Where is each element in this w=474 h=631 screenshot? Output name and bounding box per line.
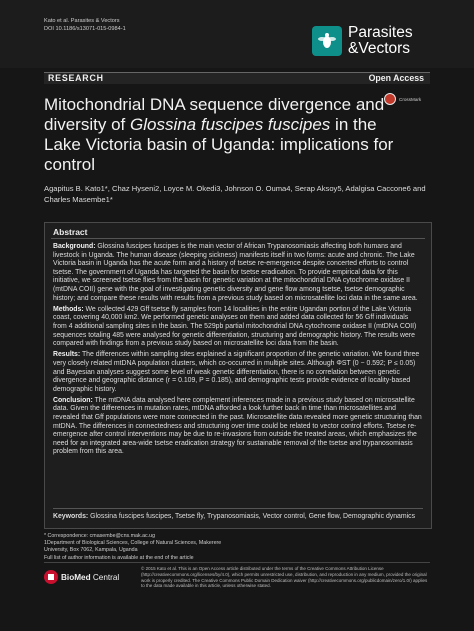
journal-logo[interactable] bbox=[312, 22, 470, 62]
methods-text: We collected 429 Gff tsetse fly samples from 14 localities in the entire Ugandan portion of the Lake Victoria coast, covering 40,000 km2. We performed genetic analyses on them and added data collected for 56 Gff individuals from 4 additional sampling sites in the basin. The 529pb partial mitochondrial DNA cytochrome oxidase II (mtDNA COII) sequences totaling 485 were analysed for genetic differentiation, structuring and demographic history. The results were compared with findings from a previous study based on microsatellite loci data from the basin. bbox=[53, 305, 417, 348]
author-info-note: Full list of author information is available at the end of the article bbox=[44, 554, 194, 561]
affiliation-line1: 1Department of Biological Sciences, College of Natural Sciences, Makerere bbox=[44, 540, 222, 547]
abstract-heading: Abstract bbox=[53, 227, 88, 237]
article-header bbox=[0, 0, 474, 68]
results-label: Results: bbox=[53, 351, 81, 359]
abstract-divider bbox=[51, 238, 425, 239]
page-footer bbox=[44, 562, 430, 595]
correspondence-block bbox=[44, 533, 222, 562]
keywords-label: Keywords: bbox=[53, 513, 89, 520]
journal-logo-icon bbox=[312, 26, 342, 56]
title-part2: in the Lake Victoria basin of Uganda: implications for control bbox=[44, 115, 394, 174]
citation-journal: Kato et al. Parasites & Vectors bbox=[44, 18, 120, 24]
title-species: Glossina fuscipes fuscipes bbox=[129, 115, 331, 134]
journal-name-line1: Parasites bbox=[348, 24, 413, 41]
citation-doi[interactable]: DOI 10.1186/s13071-015-0984-1 bbox=[44, 25, 126, 32]
crossmark-label: CrossMark bbox=[399, 96, 422, 102]
journal-name-line2: &Vectors bbox=[348, 40, 411, 57]
methods-label: Methods: bbox=[53, 305, 84, 313]
title-part1: Mitochondrial DNA sequence divergence and diversity of bbox=[44, 95, 385, 134]
results-text: The differences within sampling sites explained a significant proportion of the genetic variation. We found three very closely related mtDNA population clusters, which co-occurred in multiple sites. Although ΦST (0 − 0.592; P ≤ 0.05) and Bayesian analyses suggest some level of weak genetic differentiation, there is no correlation between genetic divergence and geographic distance (r = 0.109, P = 0.185), and demographic tests provide evidence of locality-based demographic history. bbox=[53, 351, 420, 393]
abstract-box bbox=[44, 222, 432, 529]
conclusion-text: The mtDNA data analysed here complement inferences made in a previous study based on microsatellite data. Given the differences in mutation rates, mtDNA afforded a look further back in time than microsatellites and revealed that Gff populations were more connected in the past. Microsatellite data revealed more genetic structuring than mtDNA. The differences in connectedness and structuring over time could be related to vector control efforts. Tsetse re-emergence after control interventions may be due to re-invasions from outside the treated areas, which emphasizes the need for an integrated area-wide tsetse eradication strategy for sustainable removal of the tsetse and trypanosomiasis problem from this area. bbox=[53, 396, 422, 456]
keywords-text: Glossina fuscipes fuscipes, Tsetse fly, Trypanosomiasis, Vector control, Gene flow, Demographic dynamics bbox=[88, 513, 416, 520]
background-text: Glossina fuscipes fuscipes is the main vector of African Trypanosomiasis affecting both humans and livestock in Uganda. The human disease (sleeping sickness) manifests itself in two forms: acute and chronic. The Lake Victoria basin in Uganda has the acute form and a history of tsetse re-emergence despite concerted efforts to control tsetse. The government of Uganda has targeted the basin for tsetse eradication. To provide empirical data for this initiative, we screened tsetse flies from the basin for genetic variation at the mitochondrial DNA cytochrome oxidase II (mtDNA COII) gene with the goal of investigating genetic diversity and gene flow among tsetse, tsetse demographic history; and compare these results with results from a previous study based on microsatellite loci data in the same area. bbox=[53, 243, 418, 302]
publisher-name bbox=[61, 573, 119, 582]
conclusion-label: Conclusion: bbox=[53, 396, 93, 404]
background-label: Background: bbox=[53, 243, 96, 250]
abstract-conclusion bbox=[53, 397, 423, 457]
article-title bbox=[44, 95, 394, 175]
keywords bbox=[53, 508, 423, 520]
correspondence-email[interactable]: * Correspondence: cmasembe@cns.mak.ac.ug bbox=[44, 533, 156, 539]
abstract-body bbox=[53, 243, 423, 460]
affiliation-line2: University, Box 7062, Kampala, Uganda bbox=[44, 547, 138, 554]
abstract-background bbox=[53, 243, 423, 303]
author-list: Agapitus B. Kato1*, Chaz Hyseni2, Loyce M. Okedi3, Johnson O. Ouma4, Serap Aksoy5, Adalgisa Caccone6 and Charles Masembe1* bbox=[44, 184, 426, 204]
publisher-rest: Central bbox=[90, 572, 120, 582]
journal-name bbox=[348, 25, 413, 57]
biomed-central-icon bbox=[44, 570, 58, 584]
article-type-label: RESEARCH bbox=[48, 73, 104, 83]
publisher-bold: BioMed bbox=[61, 572, 91, 582]
open-access-label: Open Access bbox=[368, 73, 424, 83]
citation-block bbox=[44, 18, 126, 33]
license-text: © 2015 Kato et al. This is an Open Access article distributed under the terms of the Creative Commons Attribution License (http://creativecommons.org/licenses/by/4.0), which permits unrestricted use, distribution, and reproduction in any medium, provided the original work is properly credited. The Creative Commons Public Domain Dedication waiver (http://creativecommons.org/publicdomain/zero/1.0/) applies to the data made available in this article, unless otherwise stated. bbox=[141, 566, 428, 589]
article-type-bar bbox=[44, 72, 430, 84]
publisher-logo[interactable] bbox=[44, 570, 119, 584]
abstract-results bbox=[53, 351, 423, 394]
abstract-methods bbox=[53, 306, 423, 349]
